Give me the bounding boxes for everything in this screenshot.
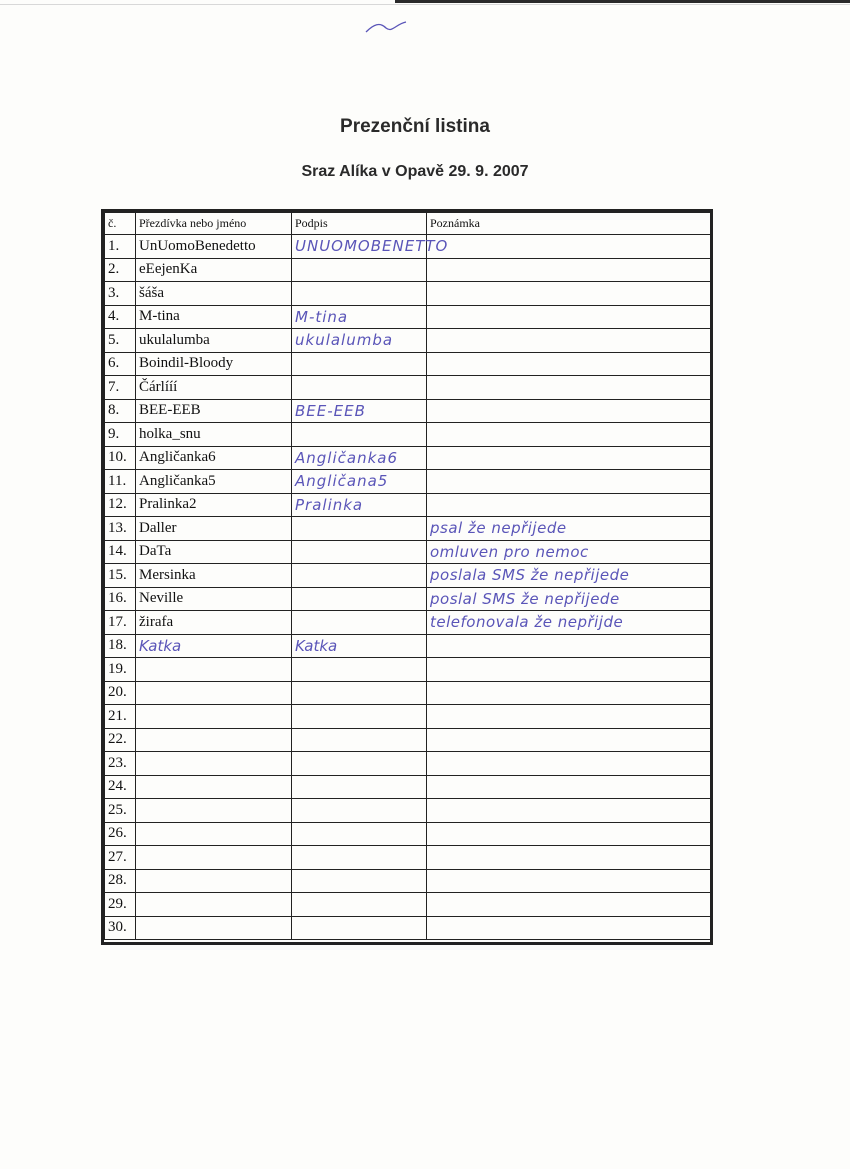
nickname-cell: žirafa bbox=[136, 611, 292, 635]
row-number-cell: 10. bbox=[105, 446, 136, 470]
signature-cell bbox=[292, 517, 427, 541]
signature-cell bbox=[292, 611, 427, 635]
column-header-name: Přezdívka nebo jméno bbox=[136, 213, 292, 235]
table-row bbox=[105, 705, 711, 729]
row-number-cell: 29. bbox=[105, 893, 136, 917]
nickname-cell: Angličanka6 bbox=[136, 446, 292, 470]
row-number-cell: 24. bbox=[105, 775, 136, 799]
table-row bbox=[105, 916, 711, 940]
note-cell bbox=[427, 658, 711, 682]
table-row bbox=[105, 470, 711, 494]
row-number-cell: 21. bbox=[105, 705, 136, 729]
note-cell bbox=[427, 258, 711, 282]
signature-cell bbox=[292, 282, 427, 306]
signature-cell bbox=[292, 916, 427, 940]
table-row bbox=[105, 728, 711, 752]
row-number-cell: 12. bbox=[105, 493, 136, 517]
signature-cell: Angličana5 bbox=[292, 470, 427, 494]
table-row bbox=[105, 658, 711, 682]
scan-top-line bbox=[0, 4, 850, 5]
signature-cell bbox=[292, 752, 427, 776]
attendance-table bbox=[104, 212, 711, 940]
signature-cell: Angličanka6 bbox=[292, 446, 427, 470]
note-cell: poslala SMS že nepřijede bbox=[427, 564, 711, 588]
note-cell bbox=[427, 376, 711, 400]
note-cell bbox=[427, 799, 711, 823]
table-header-row bbox=[105, 213, 711, 235]
attendance-sheet bbox=[101, 209, 713, 945]
row-number-cell: 15. bbox=[105, 564, 136, 588]
nickname-cell bbox=[136, 799, 292, 823]
page-subtitle: Sraz Alíka v Opavě 29. 9. 2007 bbox=[301, 163, 529, 180]
row-number-cell: 16. bbox=[105, 587, 136, 611]
note-cell bbox=[427, 869, 711, 893]
row-number-cell: 22. bbox=[105, 728, 136, 752]
row-number-cell: 27. bbox=[105, 846, 136, 870]
table-row bbox=[105, 822, 711, 846]
table-row bbox=[105, 893, 711, 917]
signature-cell bbox=[292, 681, 427, 705]
note-cell: omluven pro nemoc bbox=[427, 540, 711, 564]
note-cell bbox=[427, 446, 711, 470]
nickname-cell: Neville bbox=[136, 587, 292, 611]
note-cell bbox=[427, 681, 711, 705]
table-row bbox=[105, 446, 711, 470]
nickname-cell bbox=[136, 681, 292, 705]
page-title: Prezenční listina bbox=[340, 116, 490, 137]
note-cell bbox=[427, 846, 711, 870]
signature-cell bbox=[292, 423, 427, 447]
nickname-cell bbox=[136, 658, 292, 682]
nickname-cell: Katka bbox=[136, 634, 292, 658]
column-header-signature: Podpis bbox=[292, 213, 427, 235]
note-cell bbox=[427, 493, 711, 517]
signature-cell bbox=[292, 822, 427, 846]
row-number-cell: 11. bbox=[105, 470, 136, 494]
table-row bbox=[105, 587, 711, 611]
table-row bbox=[105, 775, 711, 799]
nickname-cell: UnUomoBenedetto bbox=[136, 235, 292, 259]
nickname-cell: eEejenKa bbox=[136, 258, 292, 282]
signature-cell bbox=[292, 564, 427, 588]
nickname-cell: DaTa bbox=[136, 540, 292, 564]
nickname-cell: Mersinka bbox=[136, 564, 292, 588]
nickname-cell: holka_snu bbox=[136, 423, 292, 447]
row-number-cell: 14. bbox=[105, 540, 136, 564]
signature-cell bbox=[292, 705, 427, 729]
column-header-number: č. bbox=[105, 213, 136, 235]
signature-cell bbox=[292, 540, 427, 564]
signature-cell: UNUOMOBENETTO bbox=[292, 235, 427, 259]
table-row bbox=[105, 282, 711, 306]
signature-cell: M-tina bbox=[292, 305, 427, 329]
note-cell bbox=[427, 282, 711, 306]
note-cell bbox=[427, 470, 711, 494]
table-row bbox=[105, 869, 711, 893]
signature-cell: Katka bbox=[292, 634, 427, 658]
table-row bbox=[105, 611, 711, 635]
note-cell bbox=[427, 705, 711, 729]
nickname-cell bbox=[136, 728, 292, 752]
nickname-cell: ukulalumba bbox=[136, 329, 292, 353]
table-row bbox=[105, 423, 711, 447]
row-number-cell: 6. bbox=[105, 352, 136, 376]
row-number-cell: 8. bbox=[105, 399, 136, 423]
table-row bbox=[105, 634, 711, 658]
note-cell bbox=[427, 916, 711, 940]
signature-cell bbox=[292, 846, 427, 870]
table-row bbox=[105, 352, 711, 376]
signature-cell bbox=[292, 799, 427, 823]
note-cell bbox=[427, 728, 711, 752]
table-row bbox=[105, 376, 711, 400]
signature-cell bbox=[292, 376, 427, 400]
note-cell bbox=[427, 235, 711, 259]
note-cell: psal že nepřijede bbox=[427, 517, 711, 541]
note-cell bbox=[427, 399, 711, 423]
nickname-cell bbox=[136, 893, 292, 917]
row-number-cell: 18. bbox=[105, 634, 136, 658]
table-row bbox=[105, 235, 711, 259]
table-row bbox=[105, 564, 711, 588]
row-number-cell: 5. bbox=[105, 329, 136, 353]
table-row bbox=[105, 540, 711, 564]
row-number-cell: 17. bbox=[105, 611, 136, 635]
row-number-cell: 2. bbox=[105, 258, 136, 282]
note-cell: telefonovala že nepřijde bbox=[427, 611, 711, 635]
nickname-cell: Angličanka5 bbox=[136, 470, 292, 494]
row-number-cell: 25. bbox=[105, 799, 136, 823]
table-row bbox=[105, 399, 711, 423]
nickname-cell: BEE-EEB bbox=[136, 399, 292, 423]
row-number-cell: 7. bbox=[105, 376, 136, 400]
note-cell bbox=[427, 423, 711, 447]
signature-cell bbox=[292, 258, 427, 282]
row-number-cell: 3. bbox=[105, 282, 136, 306]
signature-cell: ukulalumba bbox=[292, 329, 427, 353]
signature-cell bbox=[292, 728, 427, 752]
signature-cell: Pralinka bbox=[292, 493, 427, 517]
table-row bbox=[105, 493, 711, 517]
row-number-cell: 30. bbox=[105, 916, 136, 940]
nickname-cell: Pralinka2 bbox=[136, 493, 292, 517]
row-number-cell: 1. bbox=[105, 235, 136, 259]
row-number-cell: 9. bbox=[105, 423, 136, 447]
nickname-cell: Boindil-Bloody bbox=[136, 352, 292, 376]
nickname-cell: šáša bbox=[136, 282, 292, 306]
table-row bbox=[105, 517, 711, 541]
row-number-cell: 23. bbox=[105, 752, 136, 776]
note-cell bbox=[427, 752, 711, 776]
row-number-cell: 20. bbox=[105, 681, 136, 705]
note-cell bbox=[427, 329, 711, 353]
nickname-cell bbox=[136, 775, 292, 799]
table-row bbox=[105, 799, 711, 823]
note-cell bbox=[427, 822, 711, 846]
table-row bbox=[105, 681, 711, 705]
table-row bbox=[105, 752, 711, 776]
note-cell bbox=[427, 893, 711, 917]
nickname-cell: M-tina bbox=[136, 305, 292, 329]
table-row bbox=[105, 329, 711, 353]
signature-cell bbox=[292, 893, 427, 917]
pen-mark bbox=[364, 18, 408, 36]
row-number-cell: 4. bbox=[105, 305, 136, 329]
row-number-cell: 26. bbox=[105, 822, 136, 846]
signature-cell bbox=[292, 775, 427, 799]
table-row bbox=[105, 258, 711, 282]
row-number-cell: 28. bbox=[105, 869, 136, 893]
signature-cell bbox=[292, 869, 427, 893]
nickname-cell: Daller bbox=[136, 517, 292, 541]
note-cell bbox=[427, 352, 711, 376]
scan-top-edge bbox=[395, 0, 850, 3]
nickname-cell bbox=[136, 822, 292, 846]
signature-cell: BEE-EEB bbox=[292, 399, 427, 423]
nickname-cell bbox=[136, 705, 292, 729]
note-cell bbox=[427, 775, 711, 799]
note-cell: poslal SMS že nepřijede bbox=[427, 587, 711, 611]
signature-cell bbox=[292, 658, 427, 682]
table-row bbox=[105, 305, 711, 329]
row-number-cell: 13. bbox=[105, 517, 136, 541]
nickname-cell: Čárlííí bbox=[136, 376, 292, 400]
note-cell bbox=[427, 634, 711, 658]
nickname-cell bbox=[136, 846, 292, 870]
column-header-note: Poznámka bbox=[427, 213, 711, 235]
note-cell bbox=[427, 305, 711, 329]
nickname-cell bbox=[136, 916, 292, 940]
table-row bbox=[105, 846, 711, 870]
row-number-cell: 19. bbox=[105, 658, 136, 682]
signature-cell bbox=[292, 352, 427, 376]
signature-cell bbox=[292, 587, 427, 611]
nickname-cell bbox=[136, 869, 292, 893]
nickname-cell bbox=[136, 752, 292, 776]
